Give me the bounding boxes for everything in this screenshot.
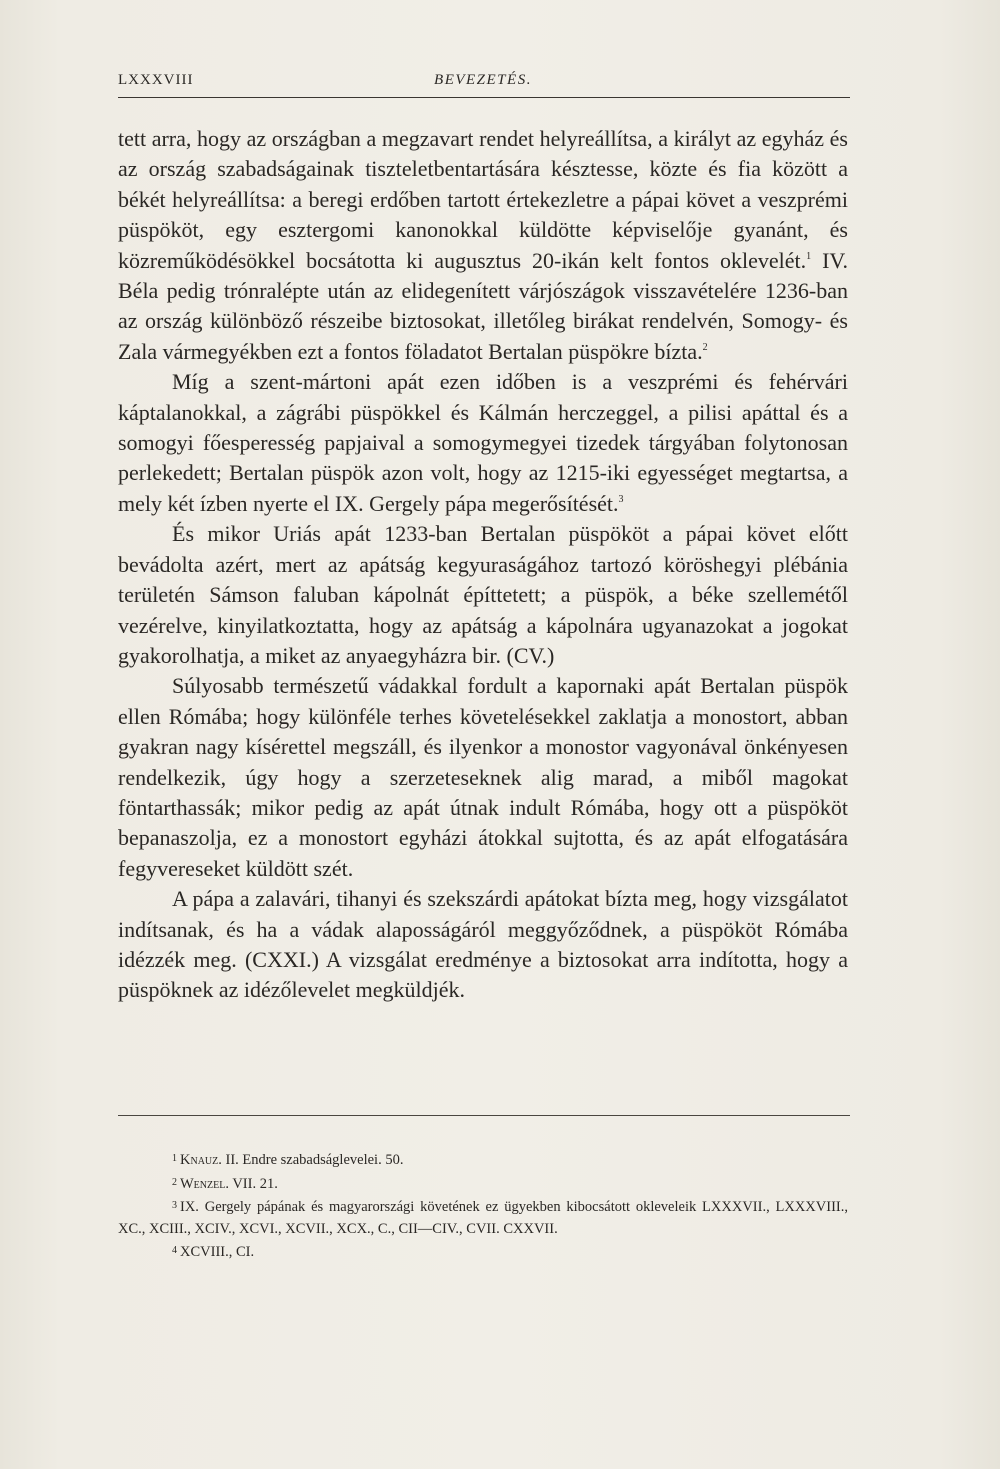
footnote-ref-1: 1 xyxy=(806,250,812,262)
main-text xyxy=(118,124,848,1006)
paragraph-4: Súlyosabb természetű vádakkal fordult a kapornaki apát Bertalan püspök ellen Rómába; hogy különféle terhes követelésekkel zaklatja a monostort, abban gyakran nagy kísérettel megszáll, és ilyenkor a monostor vagyonával önkényesen rendelkezik, úgy hogy a szerzeteseknek alig marad, a miből magokat föntarthassák; mikor pedig az apát útnak indult Rómába, hogy ott a püspököt bepanaszolja, ez a monostort egyházi átokkal sujtotta, és az apát elfogatására fegyvereseket küldött szét. xyxy=(118,673,848,881)
page-number: LXXXVIII xyxy=(118,72,194,88)
paragraph-2: Míg a szent-mártoni apát ezen időben is a veszprémi és fehérvári káptalanokkal, a zágrábi püspökkel és Kálmán herczeggel, a pilisi apáttal és a somogyi főesperesség papjaival a somogymegyei tizedek tárgyában folytonosan perlekedett; Bertalan püspök azon volt, hogy az 1215-iki egyességet megtartsa, a mely két ízben nyerte el IX. Gergely pápa megerősítését.$^3$ xyxy=(118,369,848,516)
footnote-rule xyxy=(118,1115,850,1116)
running-title: BEVEZETÉS. xyxy=(434,72,532,88)
footnote-3: $^3$ IX. Gergely pápának és magyarországi követének ez ügyekben kibocsátott okleveleik LXXXVII., LXXXVIII., XC., XCIII., XCIV., XCVI., XCVII., XCX., C., CII—CIV., CVII. CXXVII. xyxy=(118,1199,848,1237)
paragraph-5: A pápa a zalavári, tihanyi és szekszárdi apátokat bízta meg, hogy vizsgálatot indítsanak, és ha a vádak alaposságáról meggyőződnek, a püspököt Rómába idézzék meg. (CXXI.) A vizsgálat eredménye a biztosokat arra indította, hogy a püspöknek az idézőlevelet megküldjék. xyxy=(118,886,848,1003)
footnote-2: $^2$ Wenzel. VII. 21. xyxy=(172,1175,278,1192)
footnote-1: $^1$ Knauz. II. Endre szabadságlevelei. 50. xyxy=(172,1152,404,1168)
paragraph-3: És mikor Uriás apát 1233-ban Bertalan püspököt a pápai követ előtt bevádolta azért, mert az apátság kegyuraságához tartozó köröshegyi plébánia területén Sámson faluban kápolnát építtetett; a püspök, a béke szellemétől vezérelve, kinyilatkoztatta, hogy az apátság a kápolnára ugyanazokat a jogokat gyakorolhatja, a miket az anyaegyházra bir. (CV.) xyxy=(118,521,848,668)
page-header xyxy=(118,72,848,96)
header-rule xyxy=(118,97,850,98)
footnote-4: $^4$ XCVIII., CI. xyxy=(172,1244,255,1260)
footnote-ref-3: 3 xyxy=(618,493,624,505)
paragraph-1: tett arra, hogy az országban a megzavart rendet helyreállítsa, a királyt az egyház és az ország szabadságainak tiszteletbentartására késztesse, közte és fia között a békét helyreállítsa: a beregi erdőben tartott értekezletre a pápai követ a veszprémi püspököt, egy esztergomi kanonokkal küldötte képviselője gyanánt, és közreműködésökkel bocsátotta ki augusztus 20-ikán kelt fontos oklevelét.$^1$ IV. Béla pedig trónralépte után az elidegenített várjószágok visszavételére 1236-ban az ország különböző részeibe biztosokat, illetőleg birákat rendelvén, Somogy- és Zala vármegyékben ezt a fontos föladatot Bertalan püspökre bízta.$^2$ xyxy=(118,126,848,364)
footnotes xyxy=(118,1148,848,1264)
footnote-ref-2: 2 xyxy=(702,341,708,353)
